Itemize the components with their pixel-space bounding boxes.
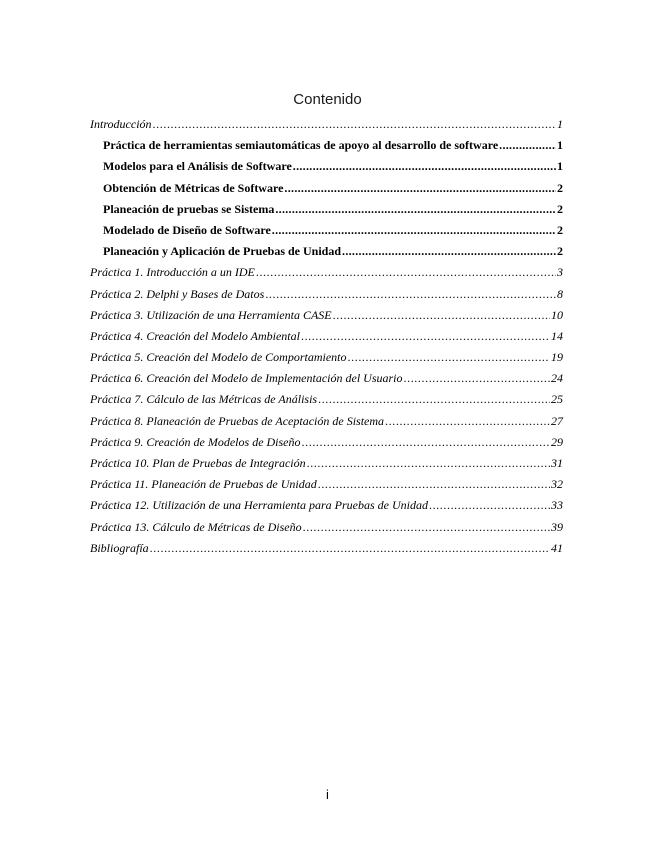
dot-leader xyxy=(275,199,556,220)
dot-leader xyxy=(404,368,551,389)
toc-entry-text: Planeación de pruebas se Sistema xyxy=(103,201,275,216)
toc-entry[interactable] xyxy=(90,199,563,220)
toc-entry-page: 25 xyxy=(551,392,563,407)
toc-entry[interactable] xyxy=(90,517,563,538)
toc-entry[interactable] xyxy=(90,368,563,389)
toc-entry-text: Práctica 5. Creación del Modelo de Comportamiento xyxy=(90,350,347,365)
toc-entry[interactable] xyxy=(90,114,563,135)
dot-leader xyxy=(348,347,550,368)
toc-entry[interactable] xyxy=(90,347,563,368)
toc-entry-page: 32 xyxy=(551,477,563,492)
toc-entry-page: 10 xyxy=(551,307,563,322)
toc-entry-page: 2 xyxy=(557,222,563,237)
dot-leader xyxy=(302,432,550,453)
toc-entry-text: Modelos para el Análisis de Software xyxy=(103,159,292,174)
toc-entry[interactable] xyxy=(90,495,563,516)
toc-entry-page: 19 xyxy=(551,350,563,365)
dot-leader xyxy=(265,284,556,305)
toc-entry-page: 41 xyxy=(551,540,563,555)
toc-entry-page: 39 xyxy=(551,519,563,534)
toc-entry-text: Práctica 11. Planeación de Pruebas de Unidad xyxy=(90,477,317,492)
dot-leader xyxy=(303,517,550,538)
dot-leader xyxy=(385,411,550,432)
toc-entry-page: 33 xyxy=(551,498,563,513)
toc-entry-text: Práctica 2. Delphi y Bases de Datos xyxy=(90,286,265,301)
toc-entry-page: 2 xyxy=(557,180,563,195)
dot-leader xyxy=(333,305,550,326)
toc-entry-text: Planeación y Aplicación de Pruebas de Unidad xyxy=(103,244,342,259)
toc-entry-text: Práctica 12. Utilización de una Herramienta para Pruebas de Unidad xyxy=(90,498,428,513)
toc-entry-page: 27 xyxy=(551,413,563,428)
toc-entry-page: 31 xyxy=(551,456,563,470)
toc-entry[interactable] xyxy=(90,284,563,305)
toc-entry-page: 1 xyxy=(557,159,563,174)
toc-entry[interactable] xyxy=(90,326,563,347)
dot-leader xyxy=(301,326,550,347)
dot-leader xyxy=(318,474,550,495)
toc-entry[interactable] xyxy=(90,262,563,283)
toc-entry-page: 2 xyxy=(557,201,563,216)
toc-entry-page: 24 xyxy=(551,371,563,386)
toc-entry-text: Bibliografía xyxy=(90,540,149,555)
toc-entry[interactable] xyxy=(90,178,563,199)
dot-leader xyxy=(293,156,556,177)
toc-title: Contenido xyxy=(293,91,362,108)
dot-leader xyxy=(256,262,556,283)
toc-entry-text: Modelado de Diseño de Software xyxy=(103,222,271,237)
toc-entry-page: 1 xyxy=(557,138,563,153)
toc-entry[interactable] xyxy=(90,156,563,177)
dot-leader xyxy=(307,453,550,474)
toc-entry[interactable] xyxy=(90,538,563,559)
toc-entry[interactable] xyxy=(90,432,563,453)
toc-entry-text: Práctica 13. Cálculo de Métricas de Diseño xyxy=(90,519,302,534)
toc-entry[interactable] xyxy=(90,220,563,241)
toc-entry-text: Práctica 8. Planeación de Pruebas de Aceptación de Sistema xyxy=(90,413,385,428)
dot-leader xyxy=(318,389,550,410)
dot-leader xyxy=(272,220,556,241)
toc-entry-page: 3 xyxy=(557,265,563,280)
toc-entry-page: 29 xyxy=(551,434,563,449)
toc-entry-text: Práctica de herramientas semiautomáticas de apoyo al desarrollo de software xyxy=(103,138,499,153)
dot-leader xyxy=(284,178,556,199)
toc-entry[interactable] xyxy=(90,453,563,474)
toc-entry-text: Práctica 6. Creación del Modelo de Implementación del Usuario xyxy=(90,371,403,386)
toc-entry-text: Práctica 9. Creación de Modelos de Diseño xyxy=(90,434,301,449)
toc-entry-page: 14 xyxy=(551,328,563,343)
toc-entry-text: Práctica 7. Cálculo de las Métricas de Análisis xyxy=(90,392,318,407)
toc-entry[interactable] xyxy=(90,474,563,495)
page-number: i xyxy=(326,787,329,802)
toc-entry-page: 1 xyxy=(557,117,563,131)
toc-entry[interactable] xyxy=(90,241,563,262)
dot-leader xyxy=(429,495,550,516)
toc-entry[interactable] xyxy=(90,411,563,432)
dot-leader xyxy=(153,114,556,135)
dot-leader xyxy=(150,538,550,559)
dot-leader xyxy=(342,241,556,262)
toc-entry-page: 2 xyxy=(557,244,563,259)
toc-entry[interactable] xyxy=(90,389,563,410)
toc-entry-text: Obtención de Métricas de Software xyxy=(103,180,284,195)
table-of-contents xyxy=(90,114,563,559)
toc-entry-text: Práctica 10. Plan de Pruebas de Integración xyxy=(90,456,306,470)
toc-entry-text: Introducción xyxy=(90,117,152,131)
toc-entry-text: Práctica 1. Introducción a un IDE xyxy=(90,265,255,280)
dot-leader xyxy=(499,135,556,156)
toc-entry[interactable] xyxy=(90,305,563,326)
toc-entry-text: Práctica 4. Creación del Modelo Ambiental xyxy=(90,328,300,343)
toc-entry-text: Práctica 3. Utilización de una Herramienta CASE xyxy=(90,307,332,322)
toc-entry-page: 8 xyxy=(557,286,563,301)
toc-entry[interactable] xyxy=(90,135,563,156)
